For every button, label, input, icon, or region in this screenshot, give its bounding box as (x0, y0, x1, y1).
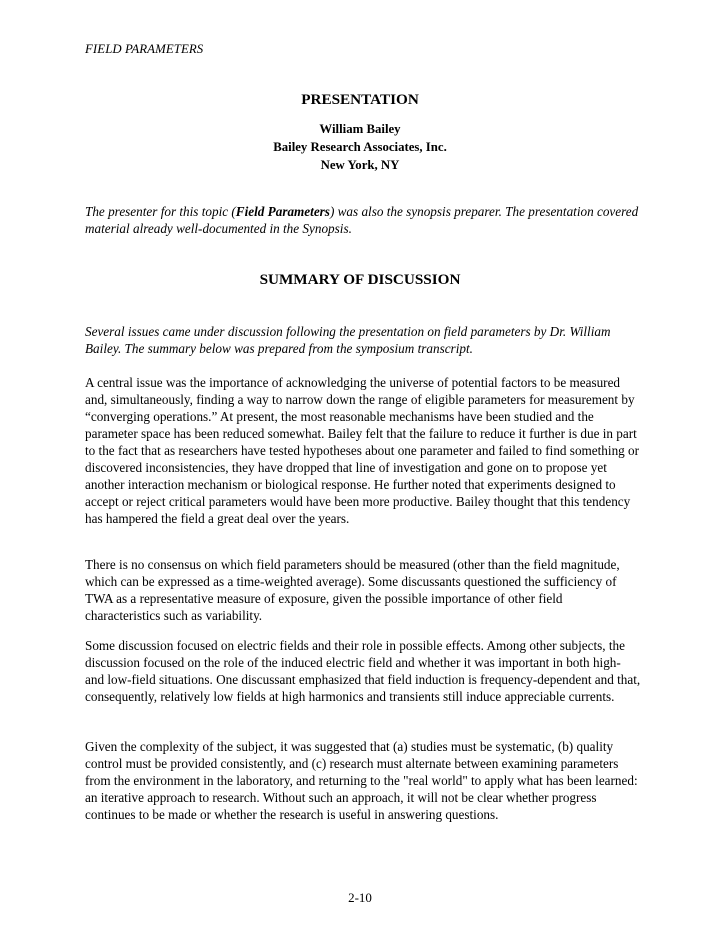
presenter-organization: Bailey Research Associates, Inc. (273, 140, 447, 154)
intro-text-before: The presenter for this topic ( (85, 204, 236, 219)
intro-topic-emphasis: Field Parameters (235, 204, 330, 219)
presenter-block (0, 120, 720, 174)
intro-text-after: ) was also the synopsis preparer. The presentation covered material already well-documented in the Synopsis. (85, 204, 639, 236)
presenter-location: New York, NY (320, 158, 400, 172)
summary-intro-paragraph: Several issues came under discussion following the presentation on field parameters by Dr. William Bailey. The summary below was prepared from the symposium transcript. (85, 324, 611, 356)
running-head: FIELD PARAMETERS (85, 42, 204, 56)
page-title: PRESENTATION (301, 91, 419, 108)
page-number: 2-10 (348, 890, 372, 905)
presenter-name: William Bailey (319, 122, 401, 136)
intro-paragraph (85, 203, 641, 237)
body-paragraph-3: Some discussion focused on electric fields and their role in possible effects. Among other subjects, the discussion focused on the role of the induced electric field and whether it was important in both high- and low-field situations. One discussant emphasized that field induction is frequency-dependent and that, consequently, relatively low fields at high harmonics and transients still induce appreciable currents. (85, 638, 641, 704)
body-paragraph-2: There is no consensus on which field parameters should be measured (other than the field magnitude, which can be expressed as a time-weighted average). Some discussants questioned the sufficiency of TWA as a representative measure of exposure, given the possible importance of other field characteristics such as variability. (85, 557, 620, 623)
body-paragraph-4: Given the complexity of the subject, it was suggested that (a) studies must be systematic, (b) quality control must be provided consistently, and (c) research must alternate between examining parameters from the environment in the laboratory, and returning to the "real world" to apply what has been learned: an iterative approach to research. Without such an approach, it will not be clear whether progress continues to be made or whether the research is useful in answering questions. (85, 739, 638, 822)
summary-heading: SUMMARY OF DISCUSSION (259, 271, 461, 288)
body-paragraph-1: A central issue was the importance of acknowledging the universe of potential factors to be measured and, simultaneously, finding a way to narrow down the range of eligible parameters for measurement by “converging operations.” At present, the most reasonable mechanisms have been studied and the parameter space has been reduced somewhat. Bailey felt that the failure to reduce it further is due in part to the fact that as researchers have tested hypotheses about one parameter and failed to find something or discovered inconsistencies, they have dropped that line of investigation and gone on to propose yet another interaction mechanism or biological response. He further noted that experiments designed to accept or reject critical parameters would have been more productive. Bailey thought that this tendency has hampered the field a great deal over the years. (85, 375, 640, 526)
